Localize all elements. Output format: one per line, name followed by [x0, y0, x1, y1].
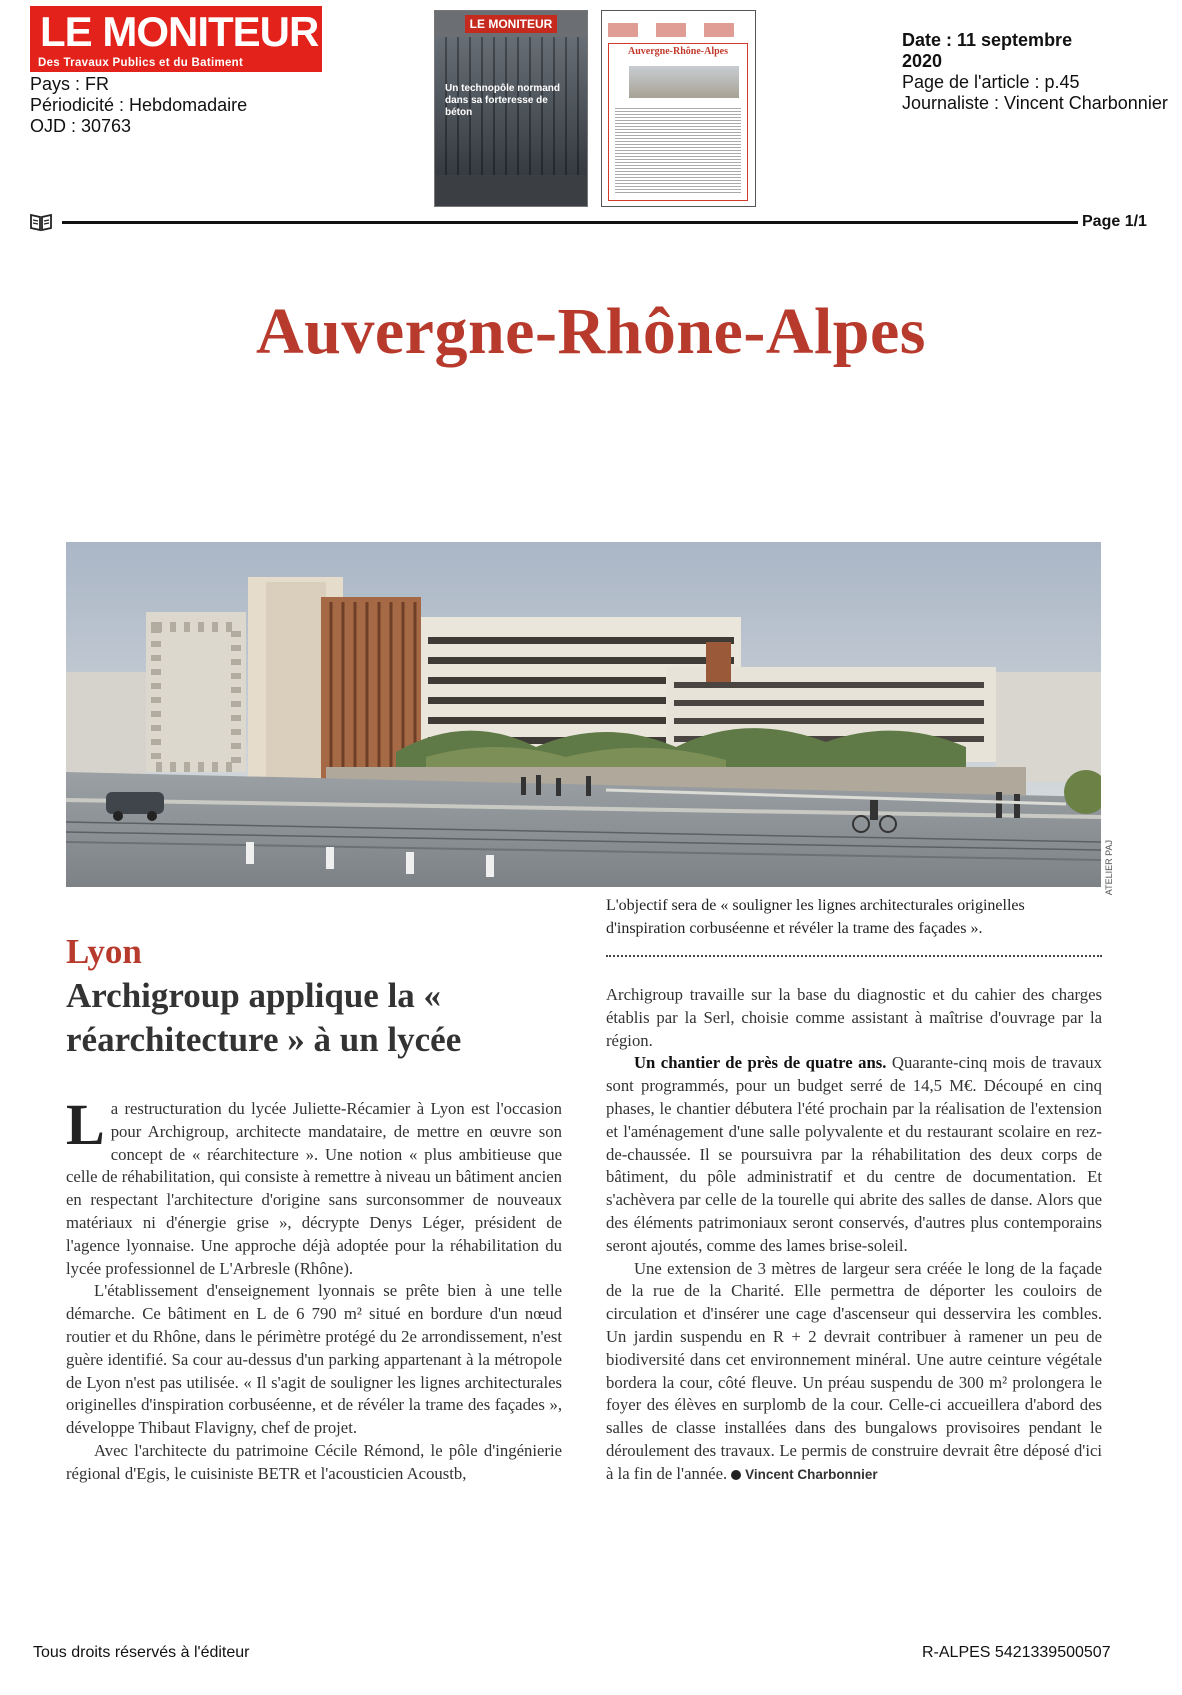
page-thumb-topbar — [608, 23, 748, 37]
article-headline: Archigroup applique la « réarchitecture » à un lycée — [66, 976, 462, 1059]
article-photo — [66, 542, 1101, 887]
article-column-left — [66, 1092, 562, 1486]
page-thumb-photo — [629, 66, 739, 98]
paragraph-text: a restructuration du lycée Juliette-Récamier à Lyon est l'occasion pour Archigroup, architecte mandataire, de mettre en œuvre son concept de « réarchitecture ». Une notion « plus ambitieuse que celle de réhabilitation, qui consiste à remettre à niveau un bâtiment ancien en respectant l'architecture d'origine sans surconsommer de nouveaux matériaux ni d'énergie grise », décrypte Denys Léger, président de l'agence lyonnaise. Une approche déjà adoptée pour la réhabilitation du lycée professionnel de L'Arbresle (Rhône). — [66, 1099, 562, 1278]
paragraph: L'établissement d'enseignement lyonnais se prête bien à une telle démarche. Ce bâtiment en L de 6 790 m² situé en bordure d'un nœud routier et du Rhône, dans le périmètre protégé du 2e arrondissement, n'est guère identifié. Sa cour au-dessus d'un parking appartenant à la métropole de Lyon n'est pas utilisée. « Il s'agit de souligner les lignes architecturales originelles d'inspiration corbuséenne, et de révéler la trame des façades », développe Thibaut Flavigny, chef de projet. — [66, 1281, 562, 1438]
journalist: Journaliste : Vincent Charbonnier — [902, 93, 1168, 113]
publication-meta — [30, 74, 247, 137]
article-column-right — [606, 984, 1102, 1487]
page-thumbnail[interactable] — [601, 10, 756, 207]
paragraph — [66, 1092, 562, 1280]
date-year: 2020 — [902, 51, 943, 71]
region-title: Auvergne-Rhône-Alpes — [256, 295, 926, 368]
paragraph — [606, 1258, 1102, 1487]
cover-thumbnail[interactable] — [434, 10, 588, 207]
paragraph-text: Quarante-cinq mois de travaux sont programmés, pour un budget serré de 14,5 M€. Découpé en cinq phases, le chantier débutera l'été prochain par la réalisation de l'extension et l'aménagement d'une salle polyvalente et du restaurant scolaire en rez-de-chaussée. Il se poursuivra par la réhabilitation des deux corps de bâtiment, du pôle administratif et du centre de documentation. Et s'achèvera par celle de la tourelle qui abrite des salles de danse. Alors que des éléments patrimoniaux seront conservés, d'autres plus contemporains seront ajoutés, comme des lames brise-soleil. — [606, 1053, 1102, 1255]
book-icon — [30, 212, 52, 232]
article-meta — [902, 30, 1172, 114]
page-number: Page 1/1 — [1082, 213, 1147, 230]
paragraph: Archigroup travaille sur la base du diagnostic et du cahier des charges établis par la Serl, choisie comme assistant à maîtrise d'ouvrage par la région. — [606, 985, 1102, 1050]
document-reference: R-ALPES 5421339500507 — [922, 1644, 1111, 1661]
cover-masthead: LE MONITEUR — [465, 15, 557, 33]
paragraph — [606, 1052, 1102, 1257]
photo-credit: ATELIER PAJ — [1104, 840, 1114, 896]
ojd: OJD : 30763 — [30, 116, 132, 136]
article-page: Page de l'article : p.45 — [902, 72, 1080, 92]
periodicity: Périodicité : Hebdomadaire — [30, 95, 248, 115]
drop-cap: L — [66, 1092, 105, 1157]
date: Date : 11 septembre — [902, 30, 1073, 50]
publication-logo — [30, 6, 322, 72]
header-rule — [62, 221, 1078, 224]
article-kicker: Lyon — [66, 932, 142, 971]
cover-footer — [435, 175, 587, 206]
end-mark-icon — [731, 1470, 741, 1480]
paragraph: Avec l'architecte du patrimoine Cécile Rémond, le pôle d'ingénierie régional d'Egis, le cuisiniste BETR et l'acousticien Acoustb, — [66, 1440, 562, 1483]
photo-caption: L'objectif sera de « souligner les lignes architecturales originelles d'inspiration corbuséenne et révéler la trame des façades ». — [606, 897, 1025, 937]
page-thumb-title: Auvergne-Rhône-Alpes — [628, 46, 728, 57]
author-signature: Vincent Charbonnier — [745, 1466, 878, 1482]
section-lead: Un chantier de près de quatre ans. — [634, 1053, 887, 1073]
page-thumb-article-frame — [608, 43, 748, 201]
paragraph-text: Une extension de 3 mètres de largeur sera créée le long de la façade de la rue de la Charité. Elle permettra de déporter les couloirs de circulation et d'insérer une cage d'ascenseur qui desservira les combles. Un jardin suspendu en R + 2 devrait contribuer à ramener un peu de biodiversité dans cet environnement minéral. Une autre ceinture végétale bordera la cour, côté fleuve. Un préau suspendu de 300 m² prolongera le foyer des élèves en surplomb de la cour. Celle-ci accueillera d'abord des salles de classe installées dans des bungalows provisoires pendant le déroulement des travaux. Le permis de construire devrait être déposé d'ici à la fin de l'année. — [606, 1258, 1102, 1483]
logo-name: LE MONITEUR — [40, 8, 319, 55]
rights-notice: Tous droits réservés à l'éditeur — [33, 1644, 250, 1661]
page-thumb-text — [615, 106, 741, 194]
cover-blurb: Un technopôle normand dans sa forteresse de béton — [445, 83, 560, 118]
country: Pays : FR — [30, 74, 110, 94]
caption-separator — [606, 955, 1102, 957]
logo-tagline: Des Travaux Publics et du Batiment — [38, 57, 244, 69]
